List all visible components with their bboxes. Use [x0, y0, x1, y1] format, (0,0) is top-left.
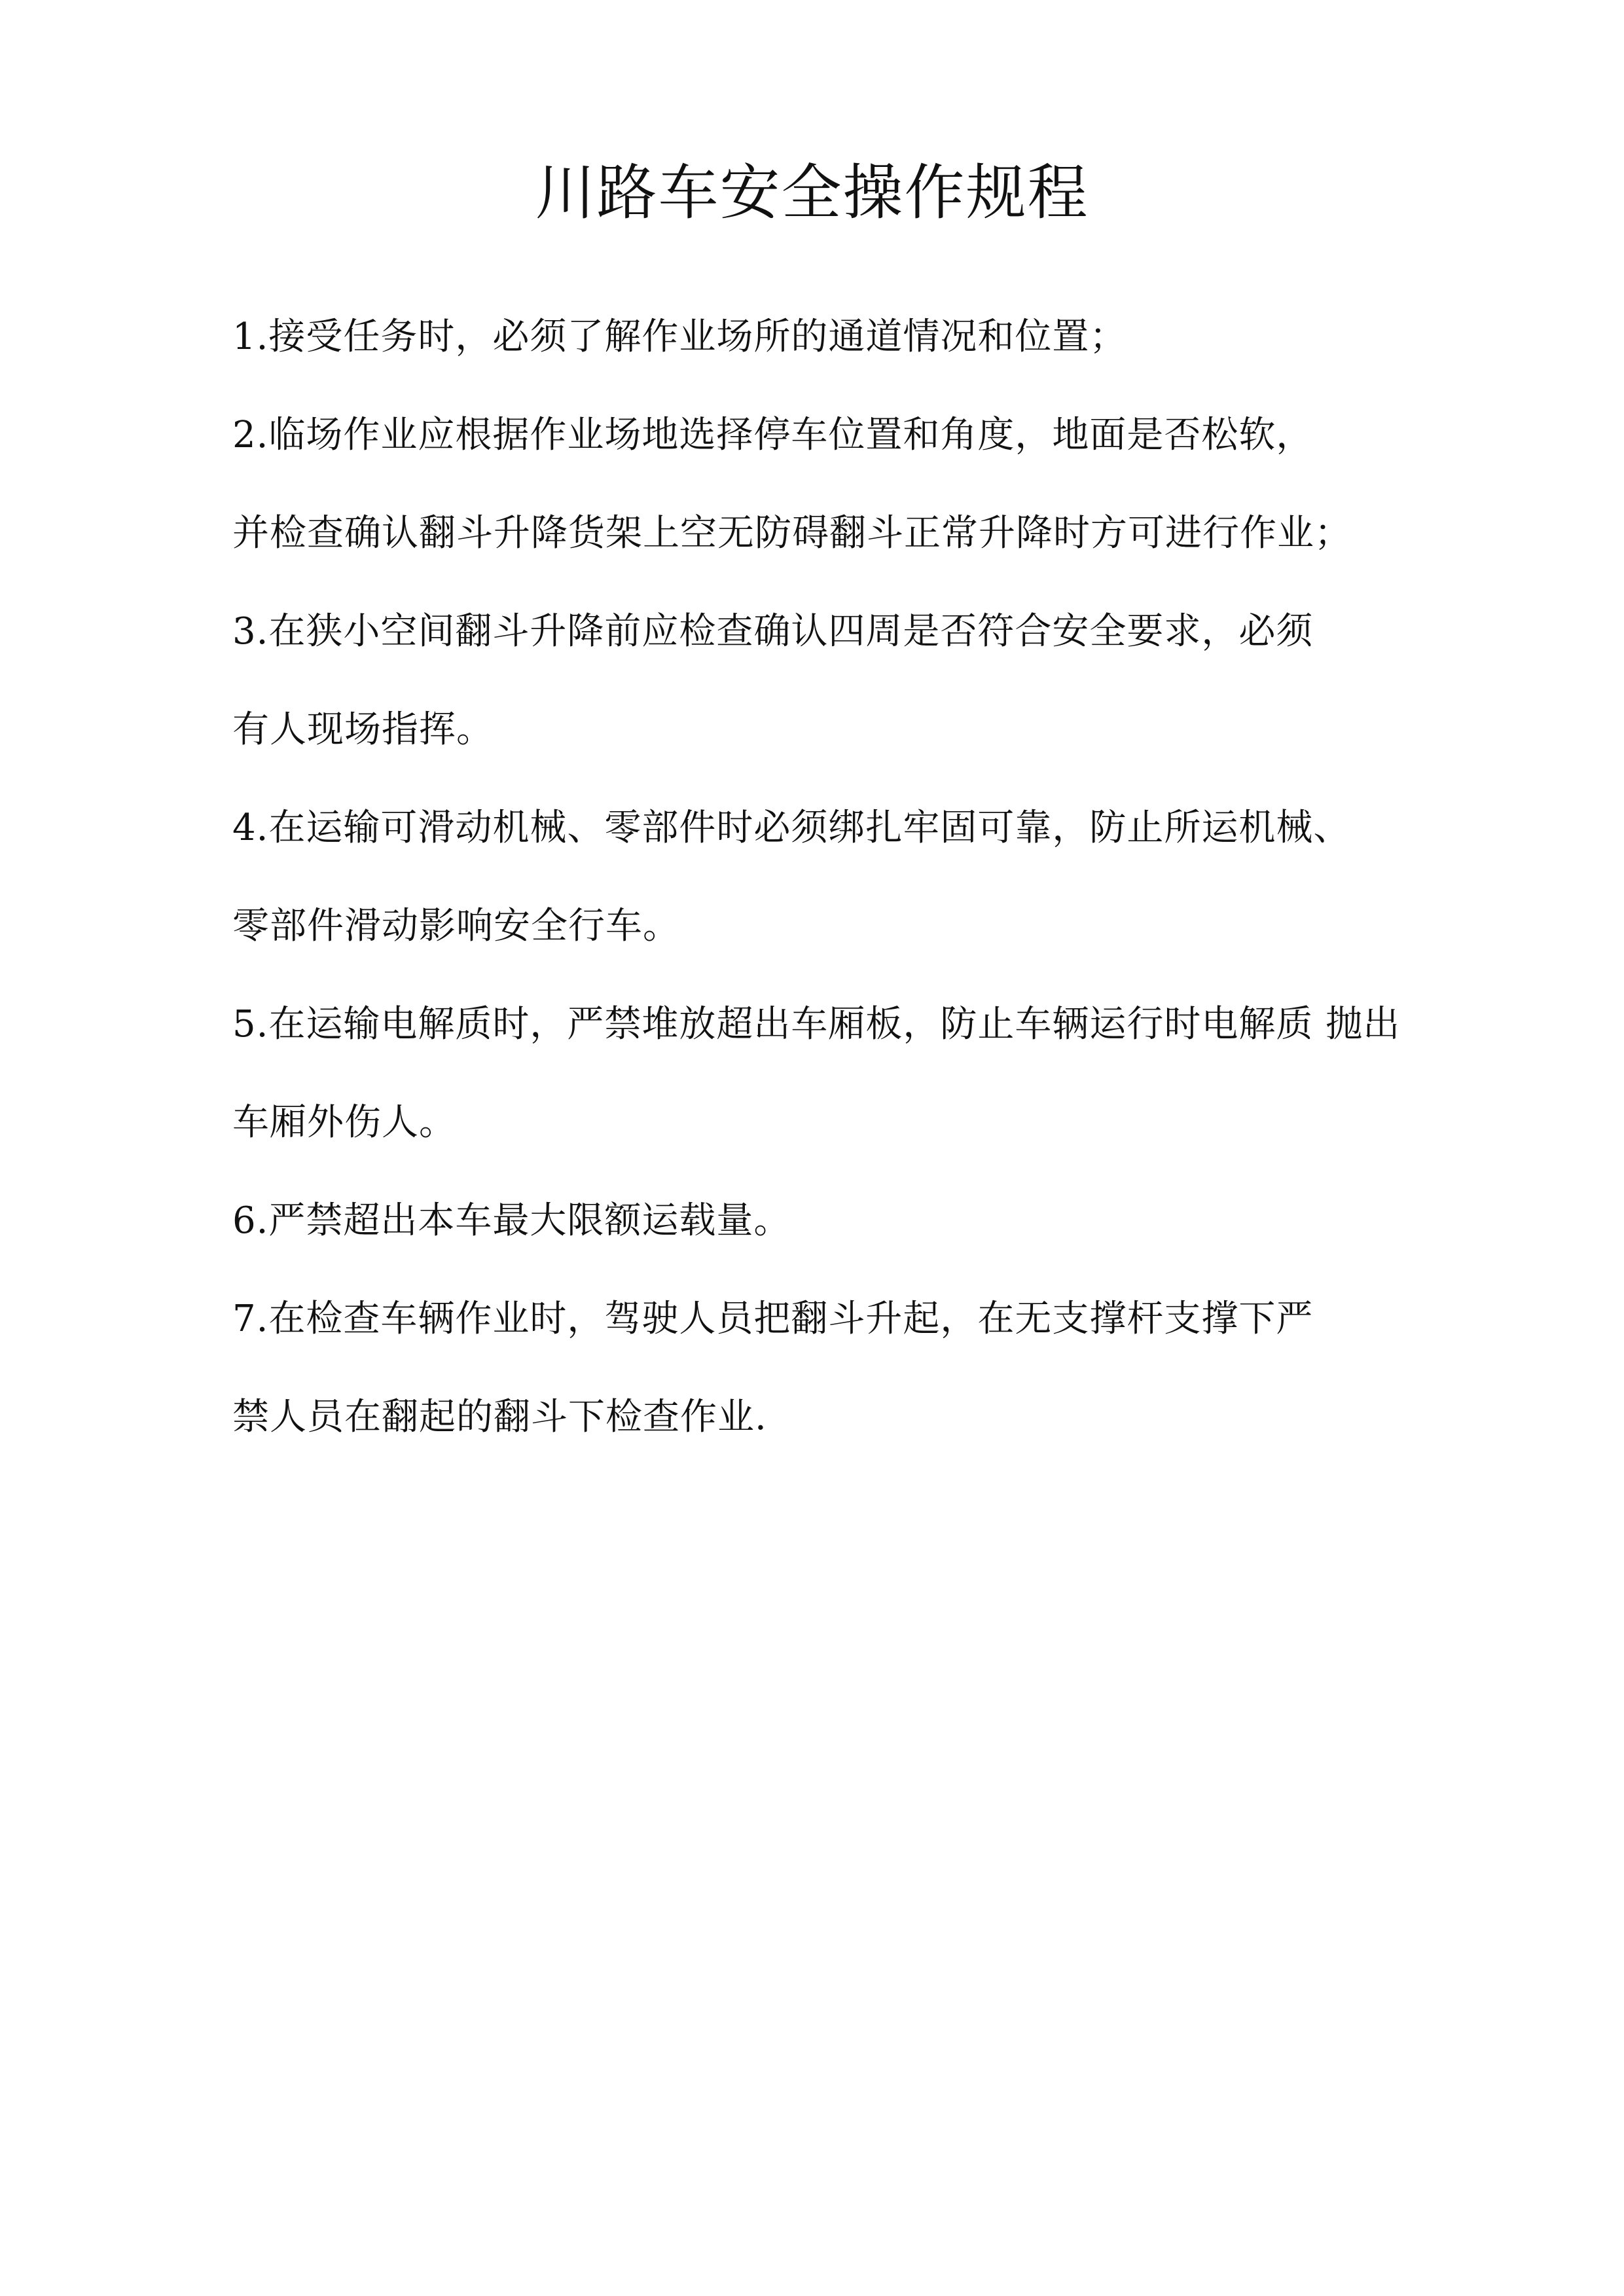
- document-title: 川路车安全操作规程: [535, 158, 1089, 228]
- rule-line-4: 3.在狭小空间翻斗升降前应检查确认四周是否符合安全要求，必须: [232, 610, 1314, 653]
- rule-line-10: 6.严禁超出本车最大限额运载量。: [232, 1199, 791, 1242]
- rule-line-9: 车厢外伤人。: [232, 1101, 456, 1144]
- rule-line-8: 5.在运输电解质时，严禁堆放超出车厢板，防止车辆运行时电解质 抛出: [232, 1003, 1401, 1046]
- rule-line-7: 零部件滑动影响安全行车。: [232, 905, 680, 947]
- rule-line-3: 并检查确认翻斗升降货架上空无防碍翻斗正常升降时方可进行作业；: [232, 512, 1352, 555]
- rule-line-12: 禁人员在翻起的翻斗下检查作业.: [232, 1396, 767, 1438]
- rule-line-11: 7.在检查车辆作业时，驾驶人员把翻斗升起，在无支撑杆支撑下严: [232, 1298, 1314, 1340]
- rule-line-6: 4.在运输可滑动机械、零部件时必须绑扎牢固可靠，防止所运机械、: [232, 807, 1351, 849]
- rule-line-2: 2.临场作业应根据作业场地选择停车位置和角度，地面是否松软，: [232, 414, 1314, 456]
- rule-line-5: 有人现场指挥。: [232, 708, 494, 751]
- rule-line-1: 1.接受任务时，必须了解作业场所的通道情况和位置；: [232, 316, 1127, 358]
